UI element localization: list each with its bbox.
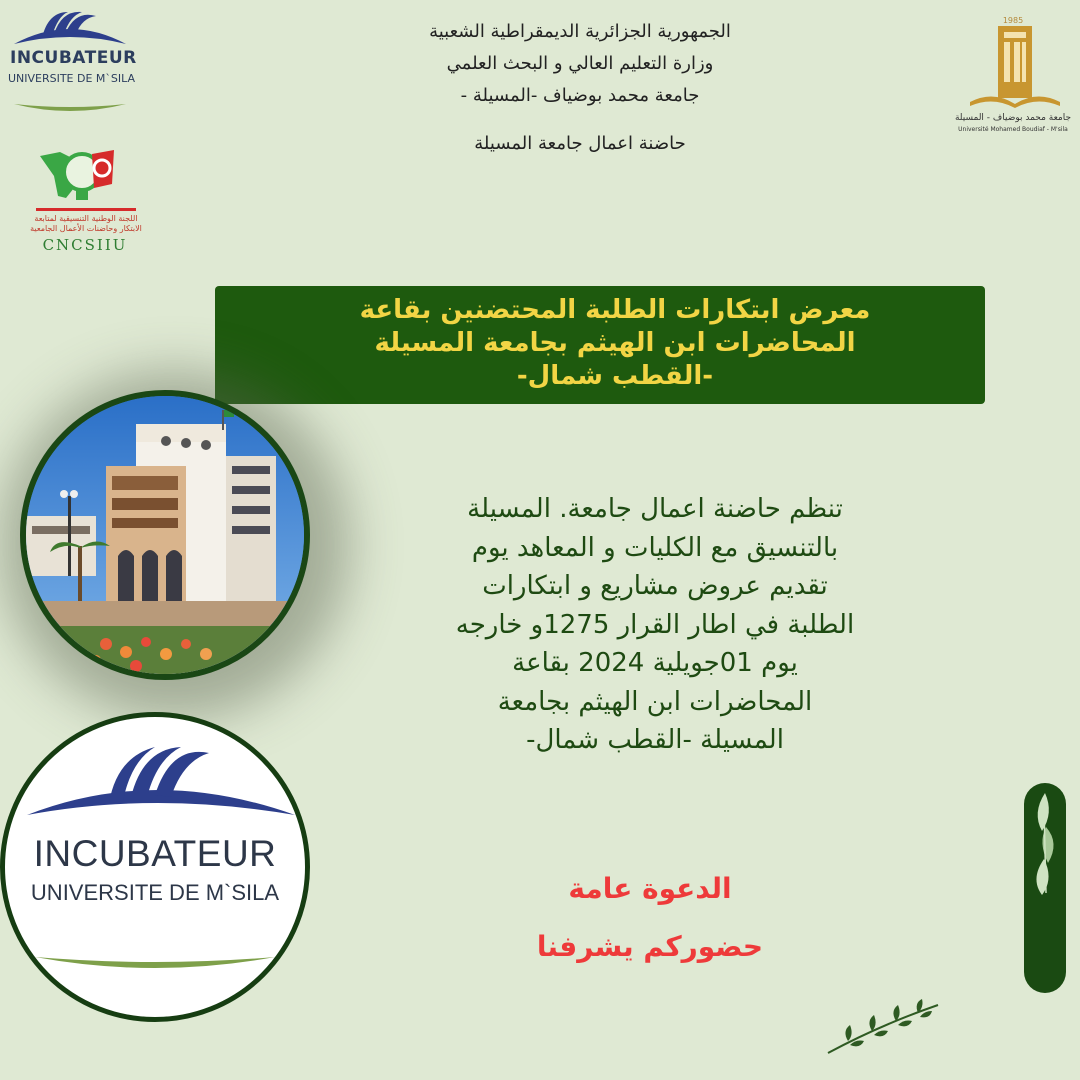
incubateur-large-title: INCUBATEUR [33,833,277,874]
cncsiiu-arabic-name: اللجنة الوطنية التنسيقية لمتابعة الابتكار وحاضنات الأعمال الجامعية [30,214,142,233]
university-building-photo [20,390,310,680]
header-republic: الجمهورية الجزائرية الديمقراطية الشعبية [429,21,731,42]
cncsiiu-acronym: CNCSIIU [42,236,128,254]
incubateur-small-title: INCUBATEUR [10,48,137,68]
university-tower-icon [948,10,1078,112]
header-text-block [360,16,800,160]
university-logo [948,10,1078,135]
description-line: الطلبة في اطار القرار 1275و خارجه [455,609,855,640]
decorative-leaf-pill [1024,783,1066,993]
description-line: تنظم حاضنة اعمال جامعة. المسيلة [467,494,843,524]
event-description [370,490,940,760]
banner-title-line-2: المحاضرات ابن الهيثم بجامعة المسيلة [374,328,856,358]
olive-sprig-icon [820,995,945,1060]
description-line: تقديم عروض مشاريع و ابتكارات [482,571,828,601]
description-line: بالتنسيق مع الكليات و المعاهد يوم [471,532,839,563]
description-line: المسيلة -القطب شمال- [526,725,784,755]
incubateur-logo-small [0,0,140,125]
description-line: يوم 01جويلية 2024 بقاعة [512,648,798,678]
invitation-block [440,860,860,976]
university-french-name: Université Mohamed Boudiaf - M'sila [958,126,1068,133]
header-university: جامعة محمد بوضياف -المسيلة - [460,85,700,106]
incubateur-logo-large [0,712,310,1022]
building-illustration [26,396,304,674]
banner-title-line-3: -القطب شمال- [516,361,714,391]
incubateur-large-subtitle: UNIVERSITE DE M`SILA [30,880,280,905]
banner-title-line-1: معرض ابتكارات الطلبة المحتضنين بقاعة [359,295,871,325]
leaves-icon [1024,783,1066,993]
university-founding-year: 1985 [1002,16,1024,25]
incubateur-small-subtitle: UNIVERSITE DE M`SILA [7,72,136,85]
event-title-banner [215,286,985,404]
lightbulb-gear-icon [30,148,142,218]
invitation-honor: حضوركم يشرفنا [536,930,764,963]
cncsiiu-logo [30,148,142,268]
header-ministry: وزارة التعليم العالي و البحث العلمي [446,53,714,74]
header-incubator: حاضنة اعمال جامعة المسيلة [474,133,686,154]
description-line: المحاضرات ابن الهيثم بجامعة [497,686,813,717]
university-arabic-name: جامعة محمد بوضياف - المسيلة [954,113,1072,123]
invitation-open: الدعوة عامة [568,872,732,905]
